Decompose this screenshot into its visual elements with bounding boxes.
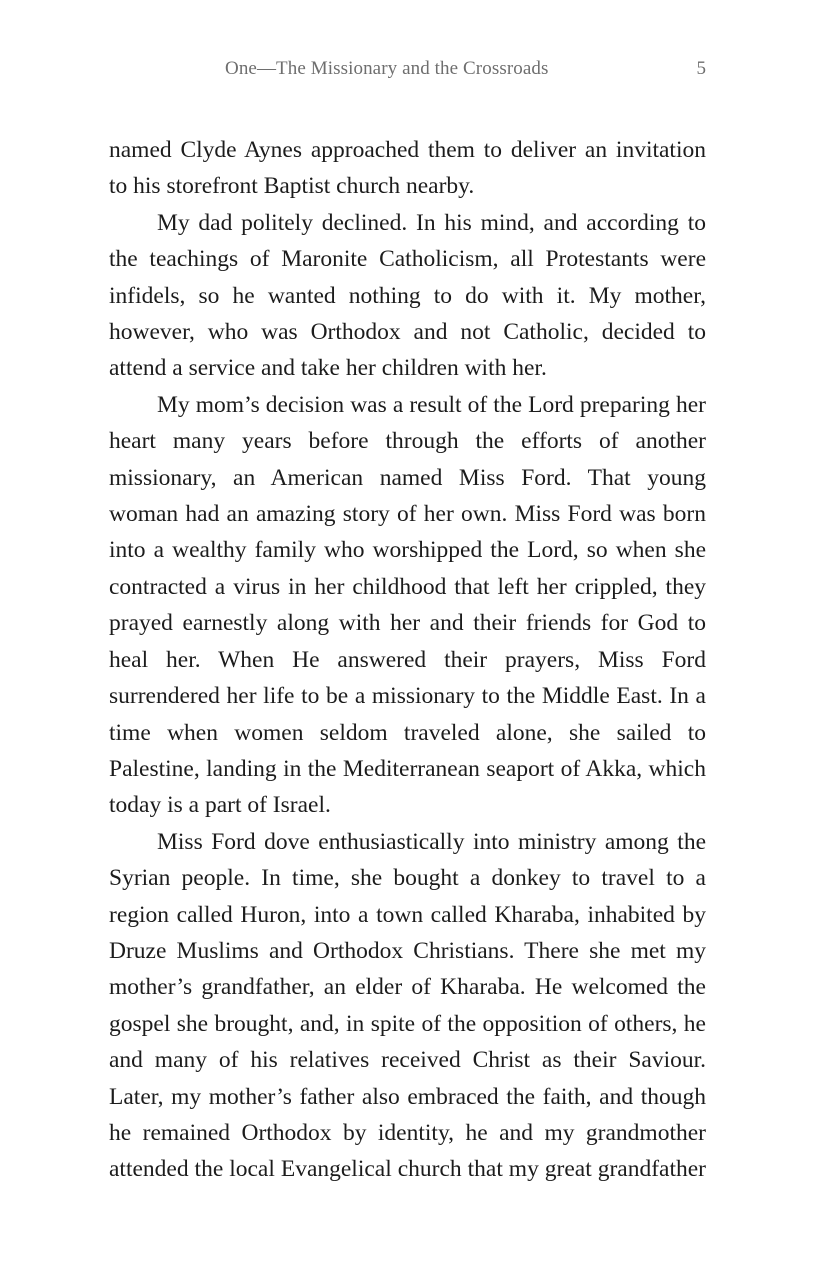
body-text (109, 132, 706, 1188)
page-number: 5 (696, 58, 706, 79)
paragraph-continued: named Clyde Aynes approached them to deliver an invitation to his storefront Baptist church nearby. (109, 137, 706, 200)
paragraph-dad-declined: My dad politely declined. In his mind, and according to the teachings of Maronite Catholicism, all Protestants were infidels, so he wanted nothing to do with it. My mother, however, who was Orthodox and not Catholic, decided to attend a service and take her children with her. (109, 209, 706, 382)
chapter-title: One—The Missionary and the Crossroads (225, 58, 549, 79)
running-head (108, 58, 706, 84)
paragraph-syrian-ministry: Miss Ford dove enthusiastically into ministry among the Syrian people. In time, she bought a donkey to travel to a region called Huron, into a town called Kharaba, inhabited by Druze Muslims and Orthodox Christians. There she met my mother’s grandfather, an elder of Kharaba. He welcomed the gospel she brought, and, in spite of the opposition of others, he and many of his relatives received Christ as their Saviour. Later, my mother’s father also embraced the faith, and though he remained Orthodox by identity, he and my grandmother attended the local Evangelical church that my great grandfather (109, 828, 706, 1183)
paragraph-miss-ford: My mom’s decision was a result of the Lord preparing her heart many years before through the efforts of another missionary, an American named Miss Ford. That young woman had an amazing story of her own. Miss Ford was born into a wealthy family who worshipped the Lord, so when she contracted a virus in her childhood that left her crippled, they prayed earnestly along with her and their friends for God to heal her. When He answered their prayers, Miss Ford surrendered her life to be a missionary to the Middle East. In a time when women seldom traveled alone, she sailed to Palestine, landing in the Mediterranean seaport of Akka, which today is a part of Israel. (109, 391, 706, 819)
